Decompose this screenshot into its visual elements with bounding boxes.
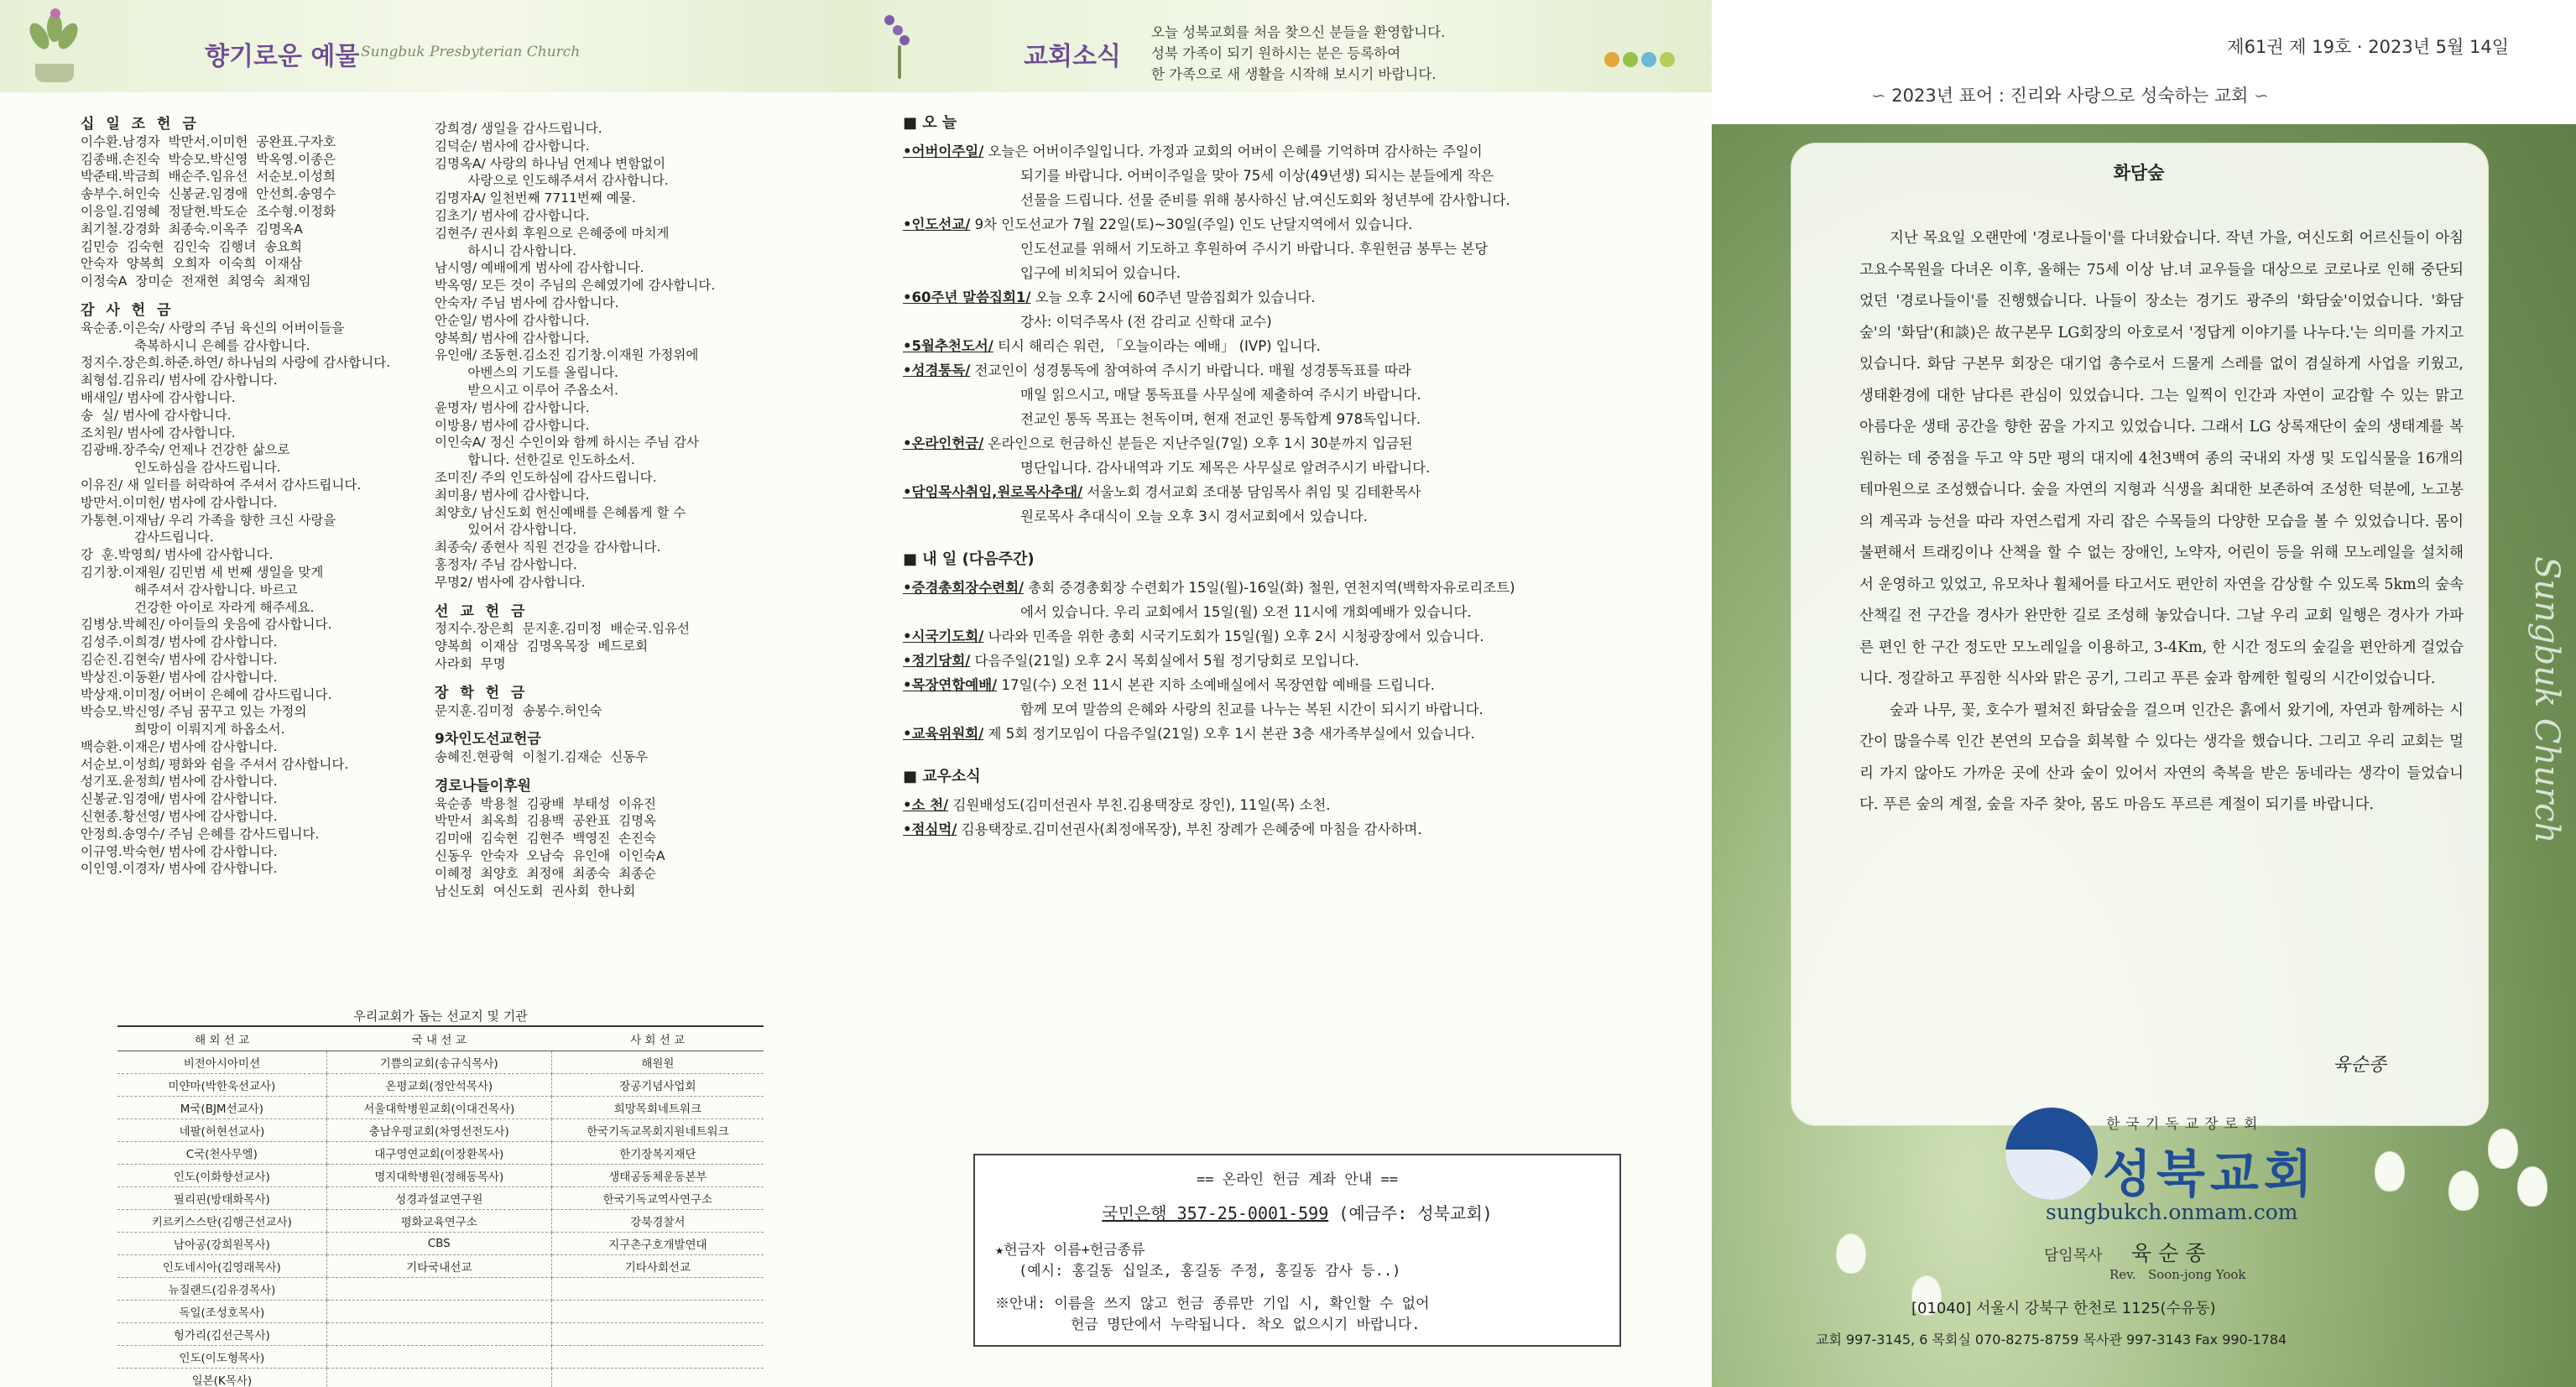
ornament-icon: ∽ bbox=[2248, 86, 2269, 106]
thanks-line: 김순진.김현숙/ 범사에 감사합니다. bbox=[81, 651, 278, 667]
side-script: Sungbuk Church bbox=[2527, 556, 2566, 844]
news-item bbox=[903, 139, 1692, 212]
denomination: 한국기독교장로회 bbox=[2106, 1116, 2264, 1133]
mission-line: 사라회 무명 bbox=[435, 655, 506, 671]
table-cell: 해원원 bbox=[551, 1051, 764, 1074]
next-week-heading: ■ 내 일 (다음주간) bbox=[903, 550, 1035, 568]
news-text: 총회 증경총회장 수련회가 15일(월)-16일(화) 철원, 연천지역(백학자유로리조트) bbox=[1024, 580, 1515, 596]
thanks-line: 이인영.이경자/ 범사에 감사합니다. bbox=[81, 861, 278, 877]
news-item bbox=[903, 576, 1692, 624]
table-cell bbox=[551, 1369, 764, 1387]
table-cell bbox=[551, 1301, 764, 1323]
elder-outing-heading: 경로나들이후원 bbox=[435, 777, 531, 795]
table-header-cell: 사 회 선 교 bbox=[551, 1026, 764, 1051]
news-tag: •담임목사취임,원로목사추대/ bbox=[903, 484, 1083, 500]
church-phones: 교회 997-3145, 6 목회실 070-8275-8759 목사관 997-3143 Fax 990-1784 bbox=[1816, 1332, 2287, 1348]
tithe-line: 박준태.박금희 배순주.임유선 서순보.이성희 bbox=[81, 169, 336, 185]
table-cell: CBS bbox=[326, 1233, 551, 1255]
news-item bbox=[903, 212, 1692, 285]
table-row bbox=[117, 1323, 764, 1346]
table-cell bbox=[326, 1301, 551, 1323]
table-cell: 비전아시아미션 bbox=[117, 1051, 326, 1074]
thanks-line: 서순보.이성희/ 평화와 쉼을 주셔서 감사합니다. bbox=[81, 756, 349, 772]
family-news-heading: ■ 교우소식 bbox=[903, 768, 981, 785]
table-cell: 헝가리(김선근목사) bbox=[117, 1323, 326, 1346]
thanks-line: 인도하심을 감사드립니다. bbox=[81, 460, 281, 476]
essay-title: 화담숲 bbox=[2113, 163, 2165, 183]
india-mission-line: 송혜진.현광혁 이철기.김재순 신동우 bbox=[435, 749, 649, 765]
news-item bbox=[903, 285, 1692, 334]
scholarship-heading: 장 학 헌 금 bbox=[435, 684, 529, 701]
thanks-line: 김초기/ 범사에 감사합니다. bbox=[435, 207, 590, 223]
lavender-icon bbox=[873, 8, 931, 84]
tithe-line: 이정숙A 장미순 전재현 최영숙 최재임 bbox=[81, 274, 311, 289]
news-item bbox=[903, 722, 1692, 746]
table-cell bbox=[326, 1278, 551, 1301]
thanks-line: 김광배.장주숙/ 언제나 건강한 삶으로 bbox=[81, 442, 290, 458]
welcome-line: 한 가족으로 새 생활을 시작해 보시기 바랍니다. bbox=[1151, 66, 1437, 82]
news-item bbox=[903, 624, 1692, 649]
potted-plant-icon bbox=[25, 7, 84, 82]
table-row bbox=[117, 1255, 764, 1278]
flower-icon bbox=[2375, 1151, 2405, 1191]
thanks-line: 건강한 아이로 자라게 해주세요. bbox=[81, 599, 315, 615]
church-website[interactable]: sungbukch.onmam.com bbox=[2046, 1200, 2298, 1224]
table-row bbox=[117, 1051, 764, 1074]
news-text: 함께 모여 말씀의 은혜와 사랑의 친교를 나누는 복된 시간이 되시기 바랍니다. bbox=[1020, 701, 1484, 717]
thanks-line: 김기창.이재원/ 김민범 세 번째 생일을 맞게 bbox=[81, 564, 324, 580]
thanks-heading: 감 사 헌 금 bbox=[81, 301, 175, 319]
bank-note: (예시: 홍길동 십일조, 홍길동 주정, 홍길동 감사 등..) bbox=[1019, 1263, 1401, 1280]
flower-icon bbox=[2488, 1129, 2518, 1169]
pastor-name: 육 순 종 bbox=[2131, 1241, 2206, 1265]
india-mission-list bbox=[435, 748, 837, 766]
table-cell: 충남우평교회(차영선전도사) bbox=[326, 1119, 551, 1142]
thanks-line: 신현종.황선영/ 범사에 감사합니다. bbox=[81, 809, 278, 825]
thanks-line: 감사드립니다. bbox=[81, 529, 214, 545]
thanks-line: 김현주/ 권사회 후원으로 은혜중에 마치게 bbox=[435, 225, 670, 241]
offering-page bbox=[0, 0, 873, 1387]
offering-left-column bbox=[81, 116, 433, 878]
thanks-line: 해주셔서 감사합니다. 바르고 bbox=[81, 581, 298, 597]
pastor-name-english: Rev. Soon-jong Yook bbox=[2109, 1267, 2246, 1282]
table-cell: 네팔(허현선교사) bbox=[117, 1119, 326, 1142]
table-cell: 인도네시아(김영래목사) bbox=[117, 1255, 326, 1278]
news-page bbox=[873, 0, 1712, 1387]
news-item bbox=[903, 649, 1692, 673]
welcome-message bbox=[1151, 22, 1445, 85]
thanks-line: 합니다. 선한길로 인도하소서. bbox=[435, 452, 635, 468]
thanks-line: 신봉균.임경애/ 범사에 감사합니다. bbox=[81, 791, 278, 807]
news-text: 서울노회 경서교회 조대봉 담임목사 취임 및 김테환목사 bbox=[1082, 484, 1421, 500]
table-row bbox=[117, 1119, 764, 1142]
signature: 육순종 bbox=[2333, 1055, 2386, 1076]
table-cell: 장공기념사업회 bbox=[551, 1074, 764, 1097]
thanks-line: 이인숙A/ 정신 수인이와 함께 하시는 주님 감사 bbox=[435, 435, 699, 451]
thanks-line: 조미진/ 주의 인도하심에 감사드립니다. bbox=[435, 469, 657, 485]
thanks-line: 윤명자/ 범사에 감사합니다. bbox=[435, 399, 590, 415]
elder-outing-line: 이혜정 최양호 최정애 최종숙 최종순 bbox=[435, 865, 657, 881]
thanks-line: 박상재.이미정/ 어버이 은혜에 감사드립니다. bbox=[81, 686, 332, 702]
news-tag: •목장연합예배/ bbox=[903, 677, 998, 693]
news-tag: •교육위원회/ bbox=[903, 726, 984, 742]
thanks-line: 유인애/ 조동현.김소진 김기창.이재원 가정위에 bbox=[435, 347, 699, 363]
table-cell: C국(천사무엘) bbox=[117, 1142, 326, 1165]
elder-outing-line: 박만서 최옥희 김용백 공완표 김명옥 bbox=[435, 813, 657, 829]
thanks-line: 남시영/ 예배에게 범사에 감사합니다. bbox=[435, 260, 644, 276]
thanks-line: 희망이 이뤄지게 하옵소서. bbox=[81, 722, 285, 738]
cover-page bbox=[1712, 0, 2576, 1387]
table-cell: 인도(이화향선교사) bbox=[117, 1165, 326, 1187]
scholarship-line: 문지훈.김미정 송봉수.허인숙 bbox=[435, 702, 602, 718]
news-item bbox=[903, 673, 1692, 722]
elder-outing-line: 육순종 박용철 김광배 부태성 이유진 bbox=[435, 795, 657, 811]
table-cell bbox=[326, 1323, 551, 1346]
table-cell: 키르키스스탄(김행근선교사) bbox=[117, 1210, 326, 1233]
news-text: 티시 해리슨 워런, 「오늘이라는 예배」 (IVP) 입니다. bbox=[993, 338, 1321, 354]
table-cell: 독일(조성호목사) bbox=[117, 1301, 326, 1323]
tithe-heading: 십 일 조 헌 금 bbox=[81, 116, 200, 133]
news-tag: •소 천/ bbox=[903, 797, 949, 813]
elder-outing-line: 신동우 안숙자 오남숙 유인애 이인숙A bbox=[435, 848, 665, 864]
table-cell: 지구촌구호개발연대 bbox=[551, 1233, 764, 1255]
news-tag: •성경통독/ bbox=[903, 362, 971, 378]
tithe-line: 이수환.남경자 박만서.이미헌 공완표.구자호 bbox=[81, 133, 336, 149]
tithe-line: 김종배.손진숙 박승모.박신영 박옥영.이종은 bbox=[81, 151, 336, 167]
table-row bbox=[117, 1278, 764, 1301]
table-row bbox=[117, 1369, 764, 1387]
thanks-line: 배새일/ 범사에 감사합니다. bbox=[81, 389, 236, 405]
bank-account[interactable]: 국민은행 357-25-0001-599 bbox=[1102, 1203, 1329, 1223]
table-cell: 생태공동체운동본부 bbox=[551, 1165, 764, 1187]
thanks-line: 정지수.장은희.하준.하연/ 하나님의 사랑에 감사합니다. bbox=[81, 355, 391, 371]
table-row bbox=[117, 1074, 764, 1097]
welcome-line: 성북 가족이 되기 원하시는 분은 등록하여 bbox=[1151, 45, 1401, 61]
news-text: 명단입니다. 감사내역과 기도 제목은 사무실로 알려주시기 바랍니다. bbox=[1020, 460, 1431, 476]
thanks-line: 축복하시니 은혜를 감사합니다. bbox=[81, 337, 310, 353]
trees-icon bbox=[1604, 52, 1675, 70]
news-item bbox=[903, 431, 1692, 480]
tithe-line: 이응일.김영혜 정달현.박도순 조수형.이정화 bbox=[81, 203, 336, 219]
bank-holder: (예금주: 성북교회) bbox=[1338, 1203, 1493, 1223]
news-text: 김용택장로.김미선권사(최정애목장), 부친 장례가 은혜중에 마침을 감사하며. bbox=[957, 821, 1422, 837]
news-text: 전교인이 성경통독에 참여하여 주시기 바랍니다. 매월 성경통독표를 따라 bbox=[970, 362, 1411, 378]
thanks-line: 안순일/ 범사에 감사합니다. bbox=[435, 312, 590, 328]
mission-heading: 선 교 헌 금 bbox=[435, 602, 529, 620]
news-text: 되기를 바랍니다. 어버이주일을 맞아 75세 이상(49년생) 되시는 분들에게 작은 bbox=[1020, 168, 1494, 184]
table-row bbox=[117, 1187, 764, 1210]
church-name: 성북교회 bbox=[2103, 1145, 2318, 1204]
thanks-line: 양복희/ 범사에 감사합니다. bbox=[435, 330, 590, 346]
pastor-label: 담임목사 bbox=[2044, 1247, 2103, 1264]
thanks-line: 이유진/ 새 일터를 허락하여 주셔서 감사드립니다. bbox=[81, 477, 362, 493]
thanks-list-continued bbox=[435, 120, 837, 592]
table-cell: 기쁨의교회(송규식목사) bbox=[326, 1051, 551, 1074]
news-text: 전교인 통독 목표는 천독이며, 현재 전교인 통독합계 978독입니다. bbox=[1020, 411, 1421, 427]
table-row bbox=[117, 1233, 764, 1255]
table-cell: 한기장복지재단 bbox=[551, 1142, 764, 1165]
news-text: 김원배성도(김미선권사 부친.김용택장로 장인), 11일(목) 소천. bbox=[948, 797, 1331, 813]
news-tag: •5월추천도서/ bbox=[903, 338, 993, 354]
flower-icon bbox=[2448, 1171, 2479, 1211]
table-cell: 남아공(강희원목사) bbox=[117, 1233, 326, 1255]
news-text: 입구에 비치되어 있습니다. bbox=[1020, 265, 1181, 281]
table-cell bbox=[326, 1346, 551, 1369]
online-offering-box bbox=[973, 1154, 1621, 1347]
elder-outing-line: 김미애 김숙현 김현주 백영진 손진숙 bbox=[435, 831, 657, 847]
thanks-line: 안숙자/ 주님 범사에 감사합니다. bbox=[435, 295, 619, 310]
news-item bbox=[903, 817, 1692, 842]
news-text: 매일 읽으시고, 매달 통독표를 사무실에 제출하여 주시기 바랍니다. bbox=[1020, 387, 1421, 403]
elder-outing-line: 남신도회 여신도회 권사회 한나회 bbox=[435, 883, 636, 899]
news-text: 인도선교를 위해서 기도하고 후원하여 주시기 바랍니다. 후원헌금 봉투는 본당 bbox=[1020, 241, 1489, 257]
thanks-line: 박승모.박신영/ 주님 꿈꾸고 있는 가정의 bbox=[81, 704, 307, 720]
news-text: 강사: 이덕주목사 (전 감리교 신학대 교수) bbox=[1020, 314, 1272, 330]
news-text: 에서 있습니다. 우리 교회에서 15일(월) 오전 11시에 개회예배가 있습니다. bbox=[1020, 604, 1472, 620]
offering-header bbox=[0, 0, 873, 92]
scholarship-list bbox=[435, 702, 837, 720]
thanks-line: 육순종.이은숙/ 사랑의 주님 육신의 어버이들을 bbox=[81, 320, 345, 336]
table-header-row bbox=[117, 1026, 764, 1051]
thanks-line: 받으시고 이루어 주옵소서. bbox=[435, 382, 618, 398]
table-cell bbox=[326, 1369, 551, 1387]
news-text: 9차 인도선교가 7월 22일(토)~30일(주일) 인도 난달지역에서 있습니다. bbox=[970, 216, 1413, 232]
thanks-line: 김성주.이희경/ 범사에 감사합니다. bbox=[81, 634, 278, 650]
news-tag: •증경총회장수련회/ bbox=[903, 580, 1025, 596]
news-header bbox=[873, 0, 1712, 92]
essay-body bbox=[1859, 223, 2464, 821]
thanks-line: 방만서.이미헌/ 범사에 감사합니다. bbox=[81, 494, 278, 510]
table-row bbox=[117, 1097, 764, 1119]
table-cell: 한국기독교역사연구소 bbox=[551, 1187, 764, 1210]
thanks-line: 김명옥A/ 사랑의 하나님 언제나 변함없이 bbox=[435, 155, 666, 171]
news-body bbox=[903, 107, 1692, 842]
welcome-line: 오늘 성북교회를 처음 찾으신 분들을 환영합니다. bbox=[1151, 24, 1446, 40]
news-tag: •인도선교/ bbox=[903, 216, 971, 232]
table-cell: 뉴질랜드(김유경목사) bbox=[117, 1278, 326, 1301]
table-row bbox=[117, 1165, 764, 1187]
table-row bbox=[117, 1210, 764, 1233]
flower-icon bbox=[1836, 1233, 1866, 1274]
india-mission-heading: 9차인도선교헌금 bbox=[435, 731, 541, 748]
thanks-line: 있어서 감사합니다. bbox=[435, 522, 577, 538]
news-text: 제 5회 정기모임이 다음주일(21일) 오후 1시 본관 3층 새가족부실에서 있습니다. bbox=[983, 726, 1475, 742]
table-cell: 필리핀(방태화목사) bbox=[117, 1187, 326, 1210]
news-text: 17일(수) 오전 11시 본관 지하 소예배실에서 목장연합 예배를 드립니다. bbox=[997, 677, 1435, 693]
page-subtitle: Sungbuk Presbyterian Church bbox=[361, 44, 581, 60]
thanks-line: 사랑으로 인도해주셔서 감사합니다. bbox=[435, 173, 669, 189]
tithe-line: 김민승 김숙현 김인숙 김행녀 송요희 bbox=[81, 238, 303, 254]
table-cell: 성경과설교연구원 bbox=[326, 1187, 551, 1210]
bank-heading: == 온라인 헌금 계좌 안내 == bbox=[1197, 1171, 1398, 1188]
family-news-list bbox=[903, 793, 1692, 842]
church-logo-icon bbox=[2005, 1108, 2098, 1200]
thanks-line: 백승환.이재은/ 범사에 감사합니다. bbox=[81, 738, 278, 754]
table-cell: 온평교회(정안석목사) bbox=[326, 1074, 551, 1097]
thanks-line: 송 실/ 범사에 감사합니다. bbox=[81, 407, 232, 423]
news-item bbox=[903, 480, 1692, 529]
table-cell: M국(BJM선교사) bbox=[117, 1097, 326, 1119]
thanks-line: 안정희.송영수/ 주님 은혜를 감사드립니다. bbox=[81, 826, 320, 842]
news-text: 원로목사 추대식이 오늘 오후 3시 경서교회에서 있습니다. bbox=[1020, 508, 1368, 524]
thanks-line: 김병상.박혜진/ 아이들의 웃음에 감사합니다. bbox=[81, 617, 332, 633]
thanks-line: 최미용/ 범사에 감사합니다. bbox=[435, 487, 590, 503]
thanks-line: 강 훈.박영희/ 범사에 감사합니다. bbox=[81, 547, 274, 563]
offering-right-column bbox=[435, 120, 837, 899]
news-tag: •어버이주일/ bbox=[903, 143, 984, 159]
table-cell: 기타국내선교 bbox=[326, 1255, 551, 1278]
bank-note: ★헌금자 이름+헌금종류 bbox=[995, 1242, 1145, 1259]
news-tag: •정기당회/ bbox=[903, 653, 971, 669]
news-text: 온라인으로 헌금하신 분들은 지난주일(7일) 오후 1시 30분까지 입금된 bbox=[983, 435, 1413, 451]
mission-table-title: 우리교회가 돕는 선교지 및 기관 bbox=[353, 1009, 528, 1024]
today-heading: ■ 오 늘 bbox=[903, 114, 957, 132]
issue-info: 제61권 제 19호 · 2023년 5월 14일 bbox=[2227, 37, 2509, 57]
thanks-line: 김덕순/ 범사에 감사합니다. bbox=[435, 138, 590, 154]
tithe-line: 최기철.강경화 최종숙.이옥주 김명옥A bbox=[81, 221, 303, 237]
thanks-line: 성기포.윤정희/ 범사에 감사합니다. bbox=[81, 774, 278, 790]
news-item bbox=[903, 334, 1692, 358]
news-item bbox=[903, 358, 1692, 431]
news-text: 나라와 민족을 위한 총회 시국기도회가 15일(월) 오후 2시 시청광장에서 있습니다. bbox=[983, 628, 1484, 644]
mission-line: 양복희 이재삼 김명옥목장 베드로회 bbox=[435, 639, 649, 654]
mission-list bbox=[435, 620, 837, 672]
mission-line: 정지수.장은희 문지훈.김미정 배순국.임유선 bbox=[435, 621, 691, 637]
flower-icon bbox=[2517, 1166, 2547, 1207]
thanks-line: 가통현.이재남/ 우리 가족을 향한 크신 사랑을 bbox=[81, 512, 336, 528]
table-cell: 평화교육연구소 bbox=[326, 1210, 551, 1233]
tithe-line: 송부수.허인숙 신봉균.임경애 안선희.송영수 bbox=[81, 186, 336, 202]
table-cell: 강북경찰서 bbox=[551, 1210, 764, 1233]
table-cell: 명지대학병원(정해동목사) bbox=[326, 1165, 551, 1187]
thanks-line: 강희경/ 생일을 감사드립니다. bbox=[435, 121, 602, 136]
page-title: 향기로운 예물 bbox=[205, 42, 360, 71]
cover-top-band bbox=[1712, 0, 2576, 124]
thanks-line: 이방용/ 범사에 감사합니다. bbox=[435, 417, 590, 433]
table-cell: 대구영연교회(이장환목사) bbox=[326, 1142, 551, 1165]
news-item bbox=[903, 793, 1692, 817]
thanks-line: 하시니 감사합니다. bbox=[435, 242, 577, 258]
thanks-list bbox=[81, 320, 433, 879]
thanks-line: 홍정자/ 주님 감사합니다. bbox=[435, 556, 577, 572]
thanks-line: 최양호/ 남신도회 헌신예배를 은혜롭게 할 수 bbox=[435, 504, 686, 520]
news-text: 선물을 드립니다. 선물 준비를 위해 봉사하신 남.여신도회와 청년부에 감사합니다. bbox=[1020, 192, 1510, 208]
news-tag: •점심먹/ bbox=[903, 821, 957, 837]
table-row bbox=[117, 1301, 764, 1323]
news-tag: •시국기도회/ bbox=[903, 628, 984, 644]
thanks-line: 박옥영/ 모든 것이 주님의 은혜였기에 감사합니다. bbox=[435, 278, 716, 294]
table-cell: 기타사회선교 bbox=[551, 1255, 764, 1278]
essay-paragraph: 숲과 나무, 꽃, 호수가 펼쳐진 화담숲을 걸으며 인간은 흙에서 왔기에, 자연과 함께하는 시간이 많을수록 인간 본연의 모습을 회복할 수 있다는 생각을 했습니다. 그리고 우리 교회는 멀리 가지 않아도 가까운 곳에 산과 숲이 있어서 자연의 축복을 받은 동네라는 생각이 들었습니다. 푸른 숲의 계절, 숲을 자주 찾아, 몸도 마음도 푸르른 계절이 되기를 바랍니다. bbox=[1859, 701, 2464, 813]
church-address: [01040] 서울시 강북구 한천로 1125(수유동) bbox=[1911, 1300, 2216, 1317]
thanks-line: 이규영.박숙현/ 범사에 감사합니다. bbox=[81, 843, 278, 859]
thanks-line: 조치원/ 범사에 감사합니다. bbox=[81, 425, 236, 441]
motto: ∽ 2023년 표어 : 진리와 사랑으로 성숙하는 교회 ∽ bbox=[1871, 86, 2269, 106]
thanks-line: 박상진.이동환/ 범사에 감사합니다. bbox=[81, 669, 278, 685]
table-cell: 인도(이도형목사) bbox=[117, 1346, 326, 1369]
next-week-list bbox=[903, 576, 1692, 746]
news-title: 교회소식 bbox=[1024, 42, 1121, 71]
thanks-line: 아벤스의 기도를 올립니다. bbox=[435, 365, 618, 381]
table-cell bbox=[551, 1278, 764, 1301]
today-list bbox=[903, 139, 1692, 529]
table-row bbox=[117, 1142, 764, 1165]
tithe-line: 안숙자 양복희 오희자 이숙희 이재삼 bbox=[81, 256, 303, 272]
ornament-icon: ∽ bbox=[1871, 86, 1892, 106]
essay-paragraph: 지난 목요일 오랜만에 '경로나들이'를 다녀왔습니다. 작년 가을, 여신도회 어르신들이 아침고요수목원을 다녀온 이후, 올해는 75세 이상 남.녀 교우들을 대상으로 코로나로 인해 중단되었던 '경로나들이'를 진행했습니다. 나들이 장소는 경기도 광주의 '화담숲'이었습니다. '화담숲'의 '화담'(和談)은 故구본무 LG회장의 아호로서 '정답게 이야기를 나누다.'는 의미를 가지고 있습니다. 화담 구본무 회장은 대기업 총수로서 드물게 스레를 없이 겸실하게 사업을 키웠고, 생태환경에 대한 남다른 관심이 있었습니다. 그는 일찍이 인간과 자연이 교감할 수 있는 맑고 아름다운 생태 공간을 향한 꿈을 가지고 있었습니다. 그래서 LG 상록재단이 숲의 생태계를 복원하는 데 중점을 두고 약 5만 평의 대지에 4천3백여 종의 국내외 자생 및 도입식물을 16개의 테마원으로 조성했습니다. 숲을 자연의 지형과 식생을 최대한 보존하여 조성한 덕분에, 노고봉의 계곡과 능선을 따라 자연스럽게 자리 잡은 수목들의 다양한 모습을 볼 수 있었습니다. 몸이 불편해서 트래킹이나 산책을 할 수 없는 장애인, 노약자, 어린이 등을 위해 모노레일을 설치해서 운영하고 있었고, 유모차나 휠체어를 타고서도 편안히 자연을 감상할 수 있도록 5km의 숲속 산책길 전 구간을 경사가 완만한 길로 조성해 놓았습니다. 그날 우리 교회 일행은 경사가 가파른 편인 한 구간 정도만 모노레일을 이용하고, 3-4Km, 한 시간 정도의 숲길을 편안하게 걸었습니다. 정갈하고 푸짐한 식사와 맑은 공기, 그리고 푸른 숲과 함께한 힐링의 시간이었습니다. bbox=[1859, 230, 2464, 687]
thanks-line: 김명자A/ 일천번째 7711번째 예물. bbox=[435, 190, 636, 206]
news-tag: •온라인헌금/ bbox=[903, 435, 984, 451]
news-text: 다음주일(21일) 오후 2시 목회실에서 5월 정기당회로 모입니다. bbox=[970, 653, 1359, 669]
table-cell: 서울대학병원교회(이대건목사) bbox=[326, 1097, 551, 1119]
table-header-cell: 해 외 선 교 bbox=[117, 1026, 326, 1051]
elder-outing-list bbox=[435, 795, 837, 900]
table-row bbox=[117, 1346, 764, 1369]
thanks-line: 최종숙/ 종현사 직원 건강을 감사합니다. bbox=[435, 540, 661, 555]
thanks-line: 최형섭.김유리/ 범사에 감사합니다. bbox=[81, 373, 278, 388]
tithe-list bbox=[81, 133, 433, 290]
news-text: 오늘 오후 2시에 60주년 말씀집회가 있습니다. bbox=[1030, 289, 1316, 305]
table-header-cell: 국 내 선 교 bbox=[326, 1026, 551, 1051]
table-cell bbox=[551, 1323, 764, 1346]
table-cell: 미얀마(박한욱선교사) bbox=[117, 1074, 326, 1097]
table-cell bbox=[551, 1346, 764, 1369]
table-cell: 일본(K목사) bbox=[117, 1369, 326, 1387]
news-tag: •60주년 말씀집회1/ bbox=[903, 289, 1031, 305]
thanks-line: 무명2/ 범사에 감사합니다. bbox=[435, 574, 586, 590]
mission-table bbox=[117, 1025, 764, 1387]
bank-note: 헌금 명단에서 누락됩니다. 착오 없으시기 바랍니다. bbox=[1071, 1317, 1421, 1333]
table-cell: 희망목회네트워크 bbox=[551, 1097, 764, 1119]
table-cell: 한국기독교목회지원네트워크 bbox=[551, 1119, 764, 1142]
bank-note: ※안내: 이름을 쓰지 않고 헌금 종류만 기입 시, 확인할 수 없어 bbox=[995, 1296, 1430, 1312]
news-text: 오늘은 어버이주일입니다. 가정과 교회의 어버이 은혜를 기억하며 감사하는 주일이 bbox=[983, 143, 1483, 159]
